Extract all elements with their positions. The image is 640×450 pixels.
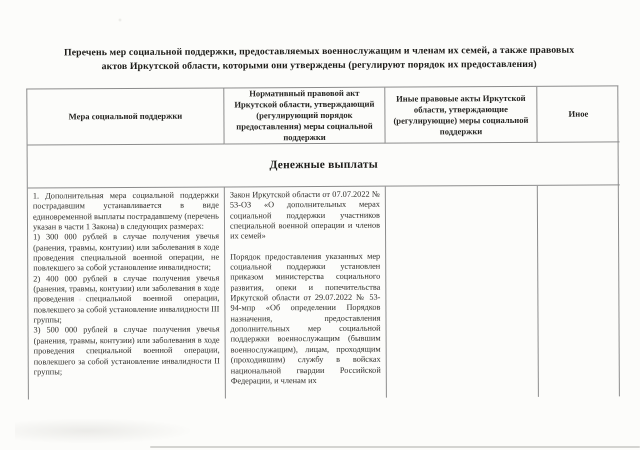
document-title (0, 43, 639, 73)
support-measures-table (26, 85, 620, 399)
scan-smudge-artifact (15, 418, 195, 444)
document-title-line1: Перечень мер социальной поддержки, предоставляемых военнослужащим и членам их семей, а также правовых (63, 44, 575, 59)
column-header-measure: Мера социальной поддержки (27, 88, 224, 145)
column-header-other-regional-acts: Иные правовые акты Иркутской области, утверждающие (регулирующие) меры социальной поддержки (385, 87, 537, 144)
column-header-normative-act: Нормативный правовой акт Иркутской области, утверждающий (регулирующий порядок предоставления) меры социальной поддержки (224, 88, 385, 145)
measure-paragraph: 3) 500 000 рублей в случае получения увечья (ранения, травмы, контузии) или заболевания в ходе проведения специальной военной операции, повлекшего за собой установление инвалидности II группы; (33, 324, 220, 377)
document-title-line2: актов Иркутской области, которыми они утверждены (регулируют порядок их предоставления) (101, 58, 537, 72)
normative-act-paragraph: Порядок предоставления указанных мер социальной поддержки установлен приказом министерства социального развития, опеки и попечительства Иркутской области от 29.07.2022 № 53-94-мпр «Об определении Порядков назначения, предоставления дополнительных мер социальной поддержки военнослужащим (бывшим военнослужащим), лицам, проходящим (проходившим) службу в войсках национальной гвардии Российской Федерации, и членам их (230, 251, 381, 386)
measure-paragraph: 1) 300 000 рублей в случае получения увечья (ранения, травмы, контузии) или заболевания в ходе проведения специальной военной операции, не повлекшего за собой установление инвалидности; (33, 231, 220, 273)
normative-act-paragraph: Закон Иркутской области от 07.07.2022 № 53-ОЗ «О дополнительных мерах социальной поддержки участников специальной военной операции и членов их семей» (229, 189, 381, 241)
measure-paragraph: 2) 400 000 рублей в случае получения увечья (ранения, травмы, контузии) или заболевания в ходе проведения специальной военной операции, повлекшего за собой установление инвалидности III группы; (33, 273, 220, 325)
table-cell-other-regional-acts (386, 186, 539, 398)
measure-paragraph: 1. Дополнительная мера социальной поддержки пострадавшим устанавливается в виде единовременной выплаты пострадавшему (перечень указан в части 1 Закона) в следующих размерах: (32, 190, 219, 232)
table-cell-normative-act (225, 187, 387, 399)
section-header-cash-payments: Денежные выплаты (28, 142, 620, 188)
column-header-other: Иное (537, 86, 619, 142)
page-edge-shadow (150, 446, 640, 448)
table-cell-other (538, 185, 621, 396)
table-cell-measure (28, 187, 226, 399)
